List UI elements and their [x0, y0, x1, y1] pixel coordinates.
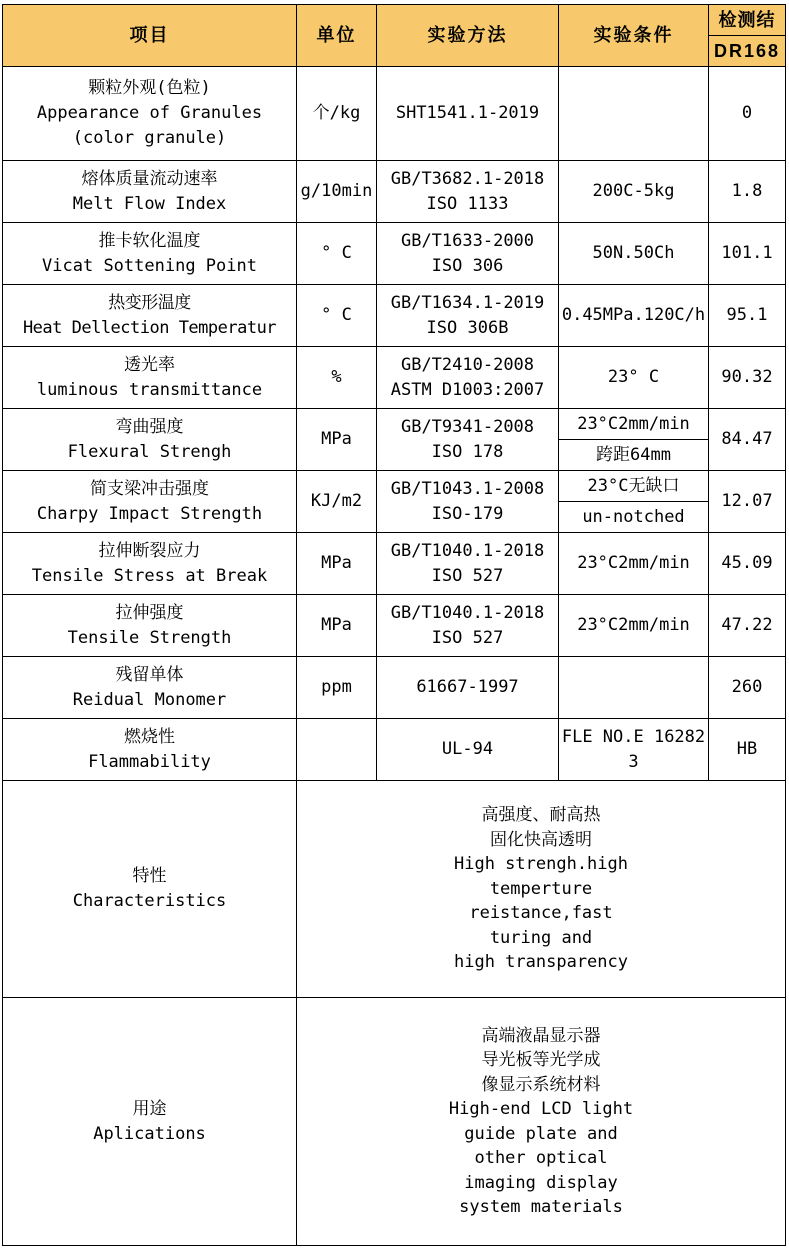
applications-label: 用途 Aplications: [3, 998, 297, 1246]
table-row: [3, 223, 786, 285]
applications-text: 高端液晶显示器 导光板等光学成 像显示系统材料 High-end LCD light guide plate and other optical imaging display system materials: [297, 998, 786, 1246]
unit-cell: ° C: [297, 223, 377, 285]
property-name: 颗粒外观(色粒) Appearance of Granules (color granule): [3, 67, 297, 161]
condition-cell: [559, 67, 709, 161]
method-cell: GB/T1043.1-2008 ISO-179: [377, 471, 559, 533]
header-unit: 单位: [297, 5, 377, 67]
applications-row: [3, 998, 786, 1246]
table-row: [3, 347, 786, 409]
value-cell: 45.09: [709, 533, 786, 595]
condition-cell: 23°C无缺口: [559, 471, 709, 502]
value-cell: HB: [709, 719, 786, 781]
method-cell: GB/T1040.1-2018 ISO 527: [377, 533, 559, 595]
value-cell: 12.07: [709, 471, 786, 533]
method-cell: GB/T9341-2008 ISO 178: [377, 409, 559, 471]
unit-cell: 个/kg: [297, 67, 377, 161]
characteristics-text: 高强度、耐高热 固化快高透明 High strengh.high temperture reistance,fast turing and high transparency: [297, 781, 786, 998]
property-name: 熔体质量流动速率 Melt Flow Index: [3, 161, 297, 223]
property-name: 弯曲强度 Flexural Strengh: [3, 409, 297, 471]
condition-cell: 23°C2mm/min: [559, 595, 709, 657]
unit-cell: MPa: [297, 533, 377, 595]
property-name: 推卡软化温度 Vicat Sottening Point: [3, 223, 297, 285]
unit-cell: ppm: [297, 657, 377, 719]
condition-cell: 200C-5kg: [559, 161, 709, 223]
method-cell: GB/T3682.1-2018 ISO 1133: [377, 161, 559, 223]
property-name: 简支梁冲击强度 Charpy Impact Strength: [3, 471, 297, 533]
header-grade: DR168: [709, 36, 786, 67]
unit-cell: MPa: [297, 595, 377, 657]
table-row: [3, 595, 786, 657]
method-cell: GB/T2410-2008 ASTM D1003:2007: [377, 347, 559, 409]
value-cell: 95.1: [709, 285, 786, 347]
method-cell: SHT1541.1-2019: [377, 67, 559, 161]
condition-cell: 23° C: [559, 347, 709, 409]
unit-cell: MPa: [297, 409, 377, 471]
condition-cell: 23°C2mm/min: [559, 409, 709, 440]
property-name: 透光率 luminous transmittance: [3, 347, 297, 409]
header-result: 检测结: [709, 5, 786, 36]
header-condition: 实验条件: [559, 5, 709, 67]
condition-cell: [559, 657, 709, 719]
table-row: [3, 285, 786, 347]
condition-cell-sub: 跨距64mm: [559, 440, 709, 471]
method-cell: UL-94: [377, 719, 559, 781]
method-cell: 61667-1997: [377, 657, 559, 719]
property-name: 燃烧性 Flammability: [3, 719, 297, 781]
header-item: 项目: [3, 5, 297, 67]
table-row: [3, 533, 786, 595]
unit-cell: g/10min: [297, 161, 377, 223]
value-cell: 90.32: [709, 347, 786, 409]
value-cell: 47.22: [709, 595, 786, 657]
condition-cell-sub: un-notched: [559, 502, 709, 533]
method-cell: GB/T1633-2000 ISO 306: [377, 223, 559, 285]
value-cell: 84.47: [709, 409, 786, 471]
property-name: 拉伸强度 Tensile Strength: [3, 595, 297, 657]
value-cell: 0: [709, 67, 786, 161]
condition-cell: 50N.50Ch: [559, 223, 709, 285]
condition-cell: 0.45MPa.120C/h: [559, 285, 709, 347]
table-row: [3, 471, 786, 502]
table-row: [3, 67, 786, 161]
condition-cell: FLE NO.E 162823: [559, 719, 709, 781]
table-row: [3, 719, 786, 781]
table-row: [3, 161, 786, 223]
table-row: [3, 409, 786, 440]
unit-cell: ° C: [297, 285, 377, 347]
characteristics-row: [3, 781, 786, 998]
value-cell: 260: [709, 657, 786, 719]
method-cell: GB/T1040.1-2018 ISO 527: [377, 595, 559, 657]
spec-table: [2, 4, 786, 1246]
unit-cell: [297, 719, 377, 781]
property-name: 残留单体 Reidual Monomer: [3, 657, 297, 719]
method-cell: GB/T1634.1-2019 ISO 306B: [377, 285, 559, 347]
table-row: [3, 657, 786, 719]
value-cell: 101.1: [709, 223, 786, 285]
condition-cell: 23°C2mm/min: [559, 533, 709, 595]
property-name: 拉伸断裂应力 Tensile Stress at Break: [3, 533, 297, 595]
characteristics-label: 特性 Characteristics: [3, 781, 297, 998]
unit-cell: %: [297, 347, 377, 409]
property-name: 热变形温度 Heat Dellection Temperatur: [3, 285, 297, 347]
header-method: 实验方法: [377, 5, 559, 67]
unit-cell: KJ/m2: [297, 471, 377, 533]
value-cell: 1.8: [709, 161, 786, 223]
